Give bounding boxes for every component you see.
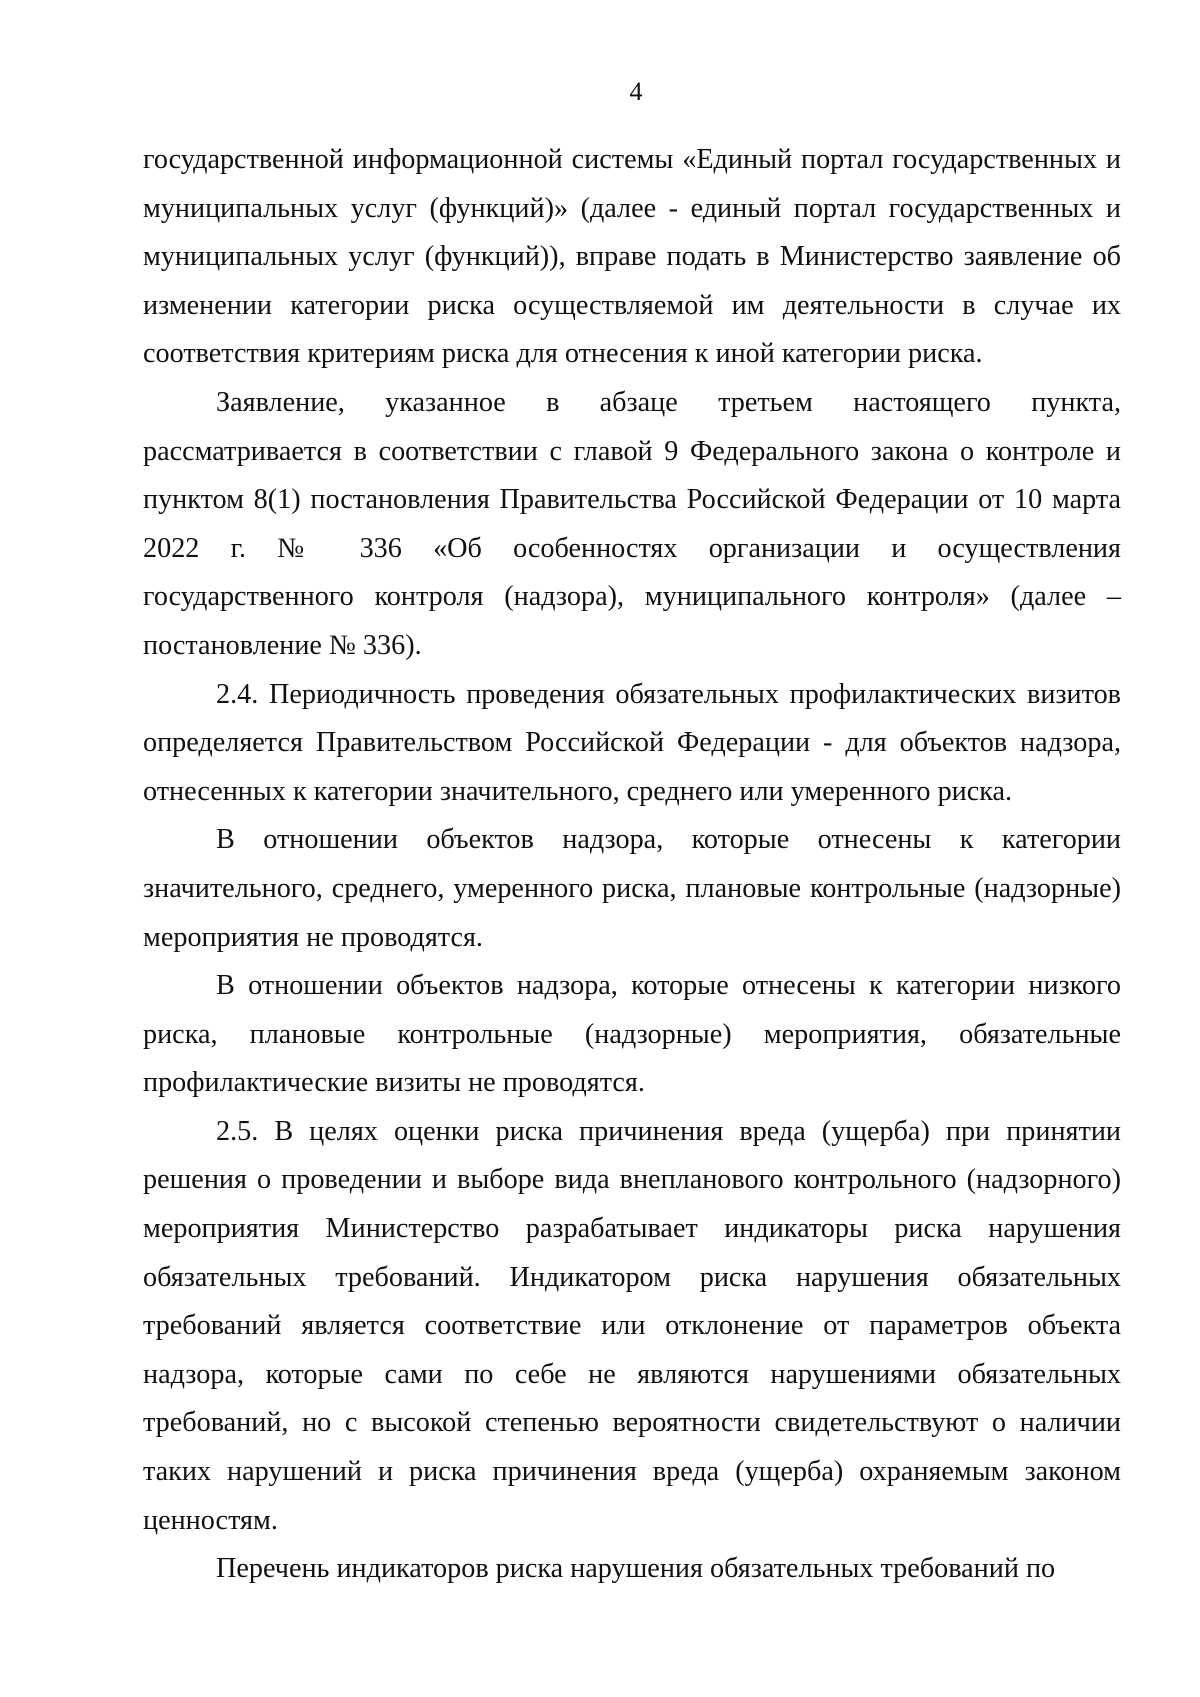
paragraph-section-2-5: 2.5. В целях оценки риска причинения вреда (ущерба) при принятии решения о проведении и выборе вида внепланового контрольного (надзорного) мероприятия Министерство разрабатывает индикаторы риска нарушения обязательных требований. Индикатором риска нарушения обязательных требований является соответствие или отклонение от параметров объекта надзора, которые сами по себе не являются нарушениями обязательных требований, но с высокой степенью вероятности свидетельствуют о наличии таких нарушений и риска причинения вреда (ущерба) охраняемым законом ценностям. — [143, 1115, 1121, 1536]
page-number: 4 — [629, 77, 643, 106]
paragraph-application-review: Заявление, указанное в абзаце третьем настоящего пункта, рассматривается в соответствии с главой 9 Федерального закона о контроле и пунктом 8(1) постановления Правительства Российской Федерации от 10 марта 2022 г. № 336 «Об особенностях организации и осуществления государственного контроля (надзора), муниципального контроля» (далее – постановление № 336). — [143, 386, 1121, 661]
paragraph-portal-application: государственной информационной системы «Единый портал государственных и муниципальных услуг (функций)» (далее - единый портал государственных и муниципальных услуг (функций)), вправе подать в Министерство заявление об изменении категории риска осуществляемой им деятельности в случае их соответствия критериям риска для отнесения к иной категории риска. — [143, 144, 1121, 370]
paragraph-low-risk: В отношении объектов надзора, которые отнесены к категории низкого риска, плановые контрольные (надзорные) мероприятия, обязательные профилактические визиты не проводятся. — [143, 970, 1121, 1099]
paragraph-planned-measures: В отношении объектов надзора, которые отнесены к категории значительного, среднего, умеренного риска, плановые контрольные (надзорные) мероприятия не проводятся. — [143, 824, 1121, 953]
paragraph-indicator-list: Перечень индикаторов риска нарушения обязательных требований по — [216, 1553, 1056, 1585]
paragraph-section-2-4: 2.4. Периодичность проведения обязательных профилактических визитов определяется Правительством Российской Федерации - для объектов надзора, отнесенных к категории значительного, среднего или умеренного риска. — [143, 678, 1121, 807]
document-body — [143, 136, 1121, 1594]
